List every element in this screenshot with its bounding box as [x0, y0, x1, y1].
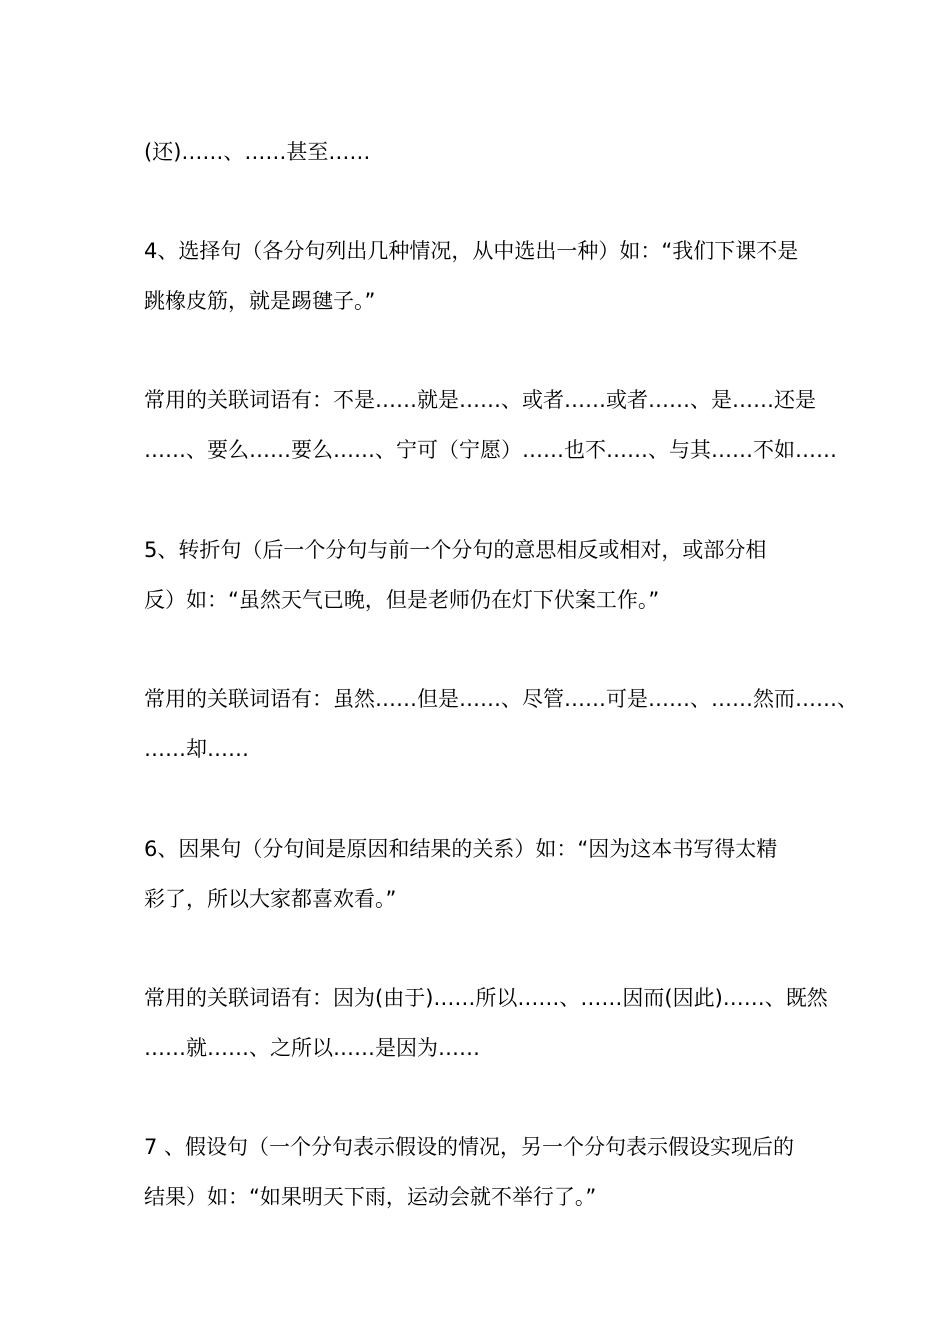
text-line-5: ……、要么……要么……、宁可（宁愿）……也不……、与其……不如……: [144, 438, 837, 462]
text-line-8: 常用的关联词语有：虽然……但是……、尽管……可是……、……然而……、: [144, 687, 858, 711]
text-line-9: ……却……: [144, 737, 249, 761]
text-line-3: 跳橡皮筋，就是踢毽子。”: [144, 289, 376, 313]
text-line-15: 结果）如：“如果明天下雨，运动会就不举行了。”: [144, 1185, 597, 1209]
text-line-6: 5、转折句（后一个分句与前一个分句的意思相反或相对，或部分相: [144, 538, 767, 562]
text-line-10: 6、因果句（分句间是原因和结果的关系）如：“因为这本书写得太精: [144, 837, 778, 861]
text-line-12: 常用的关联词语有：因为(由于)……所以……、……因而(因此)……、既然: [144, 986, 828, 1010]
text-line-2: 4、选择句（各分句列出几种情况，从中选出一种）如：“我们下课不是: [144, 239, 799, 263]
text-line-14: 7 、假设句（一个分句表示假设的情况，另一个分句表示假设实现后的: [144, 1135, 795, 1159]
text-line-13: ……就……、之所以……是因为……: [144, 1036, 480, 1060]
text-line-4: 常用的关联词语有：不是……就是……、或者……或者……、是……还是: [144, 388, 816, 412]
text-line-11: 彩了，所以大家都喜欢看。”: [144, 887, 397, 911]
text-line-7: 反）如：“虽然天气已晚，但是老师仍在灯下伏案工作。”: [144, 588, 660, 612]
text-line-1: (还)……、……甚至……: [144, 140, 371, 164]
